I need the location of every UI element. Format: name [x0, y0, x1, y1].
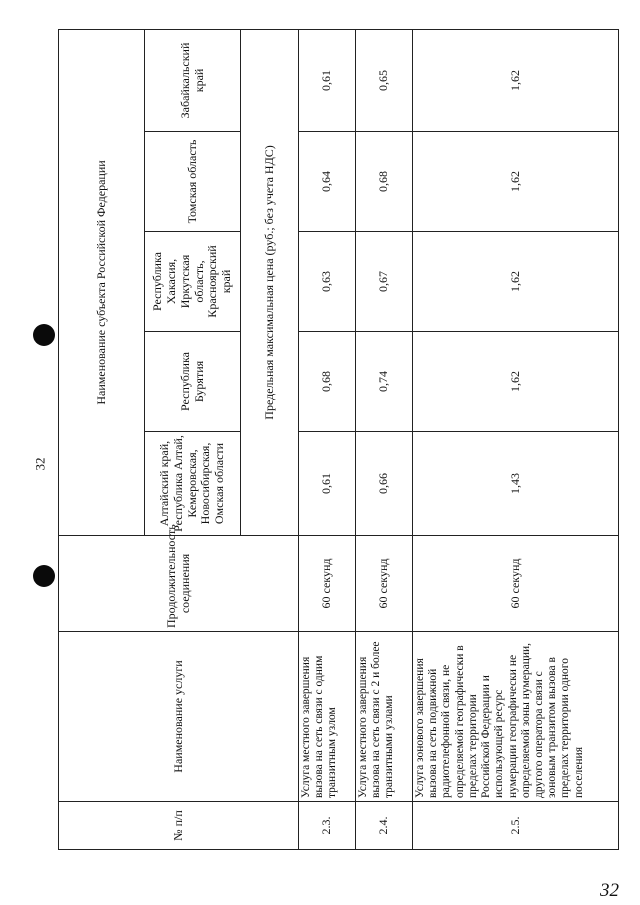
header-duration: Продолжительность соединения	[59, 536, 299, 632]
price-cell: 0,65	[356, 29, 413, 131]
row-duration: 60 секунд	[299, 536, 356, 632]
header-subject: Наименование субъекта Российской Федерации	[59, 29, 145, 535]
header-region-5: Забайкальский край	[145, 29, 241, 131]
header-region-4: Томская область	[145, 132, 241, 232]
price-cell: 1,62	[413, 332, 619, 432]
row-number: 2.5.	[413, 802, 619, 850]
header-region-3: Республика Хакасия, Иркутская область, Красноярский край	[145, 232, 241, 332]
page-number: 32	[32, 457, 48, 471]
price-cell: 1,62	[413, 29, 619, 131]
row-service: Услуга местного завершения вызова на сеть связи с одним транзитным узлом	[299, 632, 356, 802]
handwritten-page-number: 32	[600, 880, 619, 901]
price-cell: 1,43	[413, 432, 619, 536]
price-cell: 0,68	[299, 332, 356, 432]
price-cell: 0,63	[299, 232, 356, 332]
row-service: Услуга зонового завершения вызова на сеть подвижной радиотелефонной связи, не определяемой географически в пределах территории Российской Федерации и использующей ресурс нумерации географически не определяемой зоны нумерации, другого оператора связи с зоновым транзитом вызова в пределах территории одного поселения	[413, 632, 619, 802]
row-number: 2.4.	[356, 802, 413, 850]
price-table	[58, 29, 619, 850]
header-num: № п/п	[59, 802, 299, 850]
header-region-1: Алтайский край, Республика Алтай, Кемеровская, Новосибирская, Омская области	[145, 432, 241, 536]
row-number: 2.3.	[299, 802, 356, 850]
table-row	[299, 29, 356, 849]
price-cell: 1,62	[413, 132, 619, 232]
price-cell: 1,62	[413, 232, 619, 332]
price-cell: 0,68	[356, 132, 413, 232]
row-service: Услуга местного завершения вызова на сеть связи с 2 и более транзитными узлами	[356, 632, 413, 802]
price-cell: 0,61	[299, 432, 356, 536]
table-row	[356, 29, 413, 849]
punch-hole-top	[33, 324, 55, 346]
header-price-label: Предельная максимальная цена (руб.; без учета НДС)	[241, 29, 299, 535]
price-cell: 0,67	[356, 232, 413, 332]
header-service: Наименование услуги	[59, 632, 299, 802]
price-table-rotated	[58, 30, 618, 850]
row-duration: 60 секунд	[356, 536, 413, 632]
price-cell: 0,66	[356, 432, 413, 536]
price-cell: 0,74	[356, 332, 413, 432]
price-cell: 0,61	[299, 29, 356, 131]
header-region-2: Республика Бурятия	[145, 332, 241, 432]
punch-hole-bottom	[33, 565, 55, 587]
row-duration: 60 секунд	[413, 536, 619, 632]
table-row	[413, 29, 619, 849]
price-cell: 0,64	[299, 132, 356, 232]
